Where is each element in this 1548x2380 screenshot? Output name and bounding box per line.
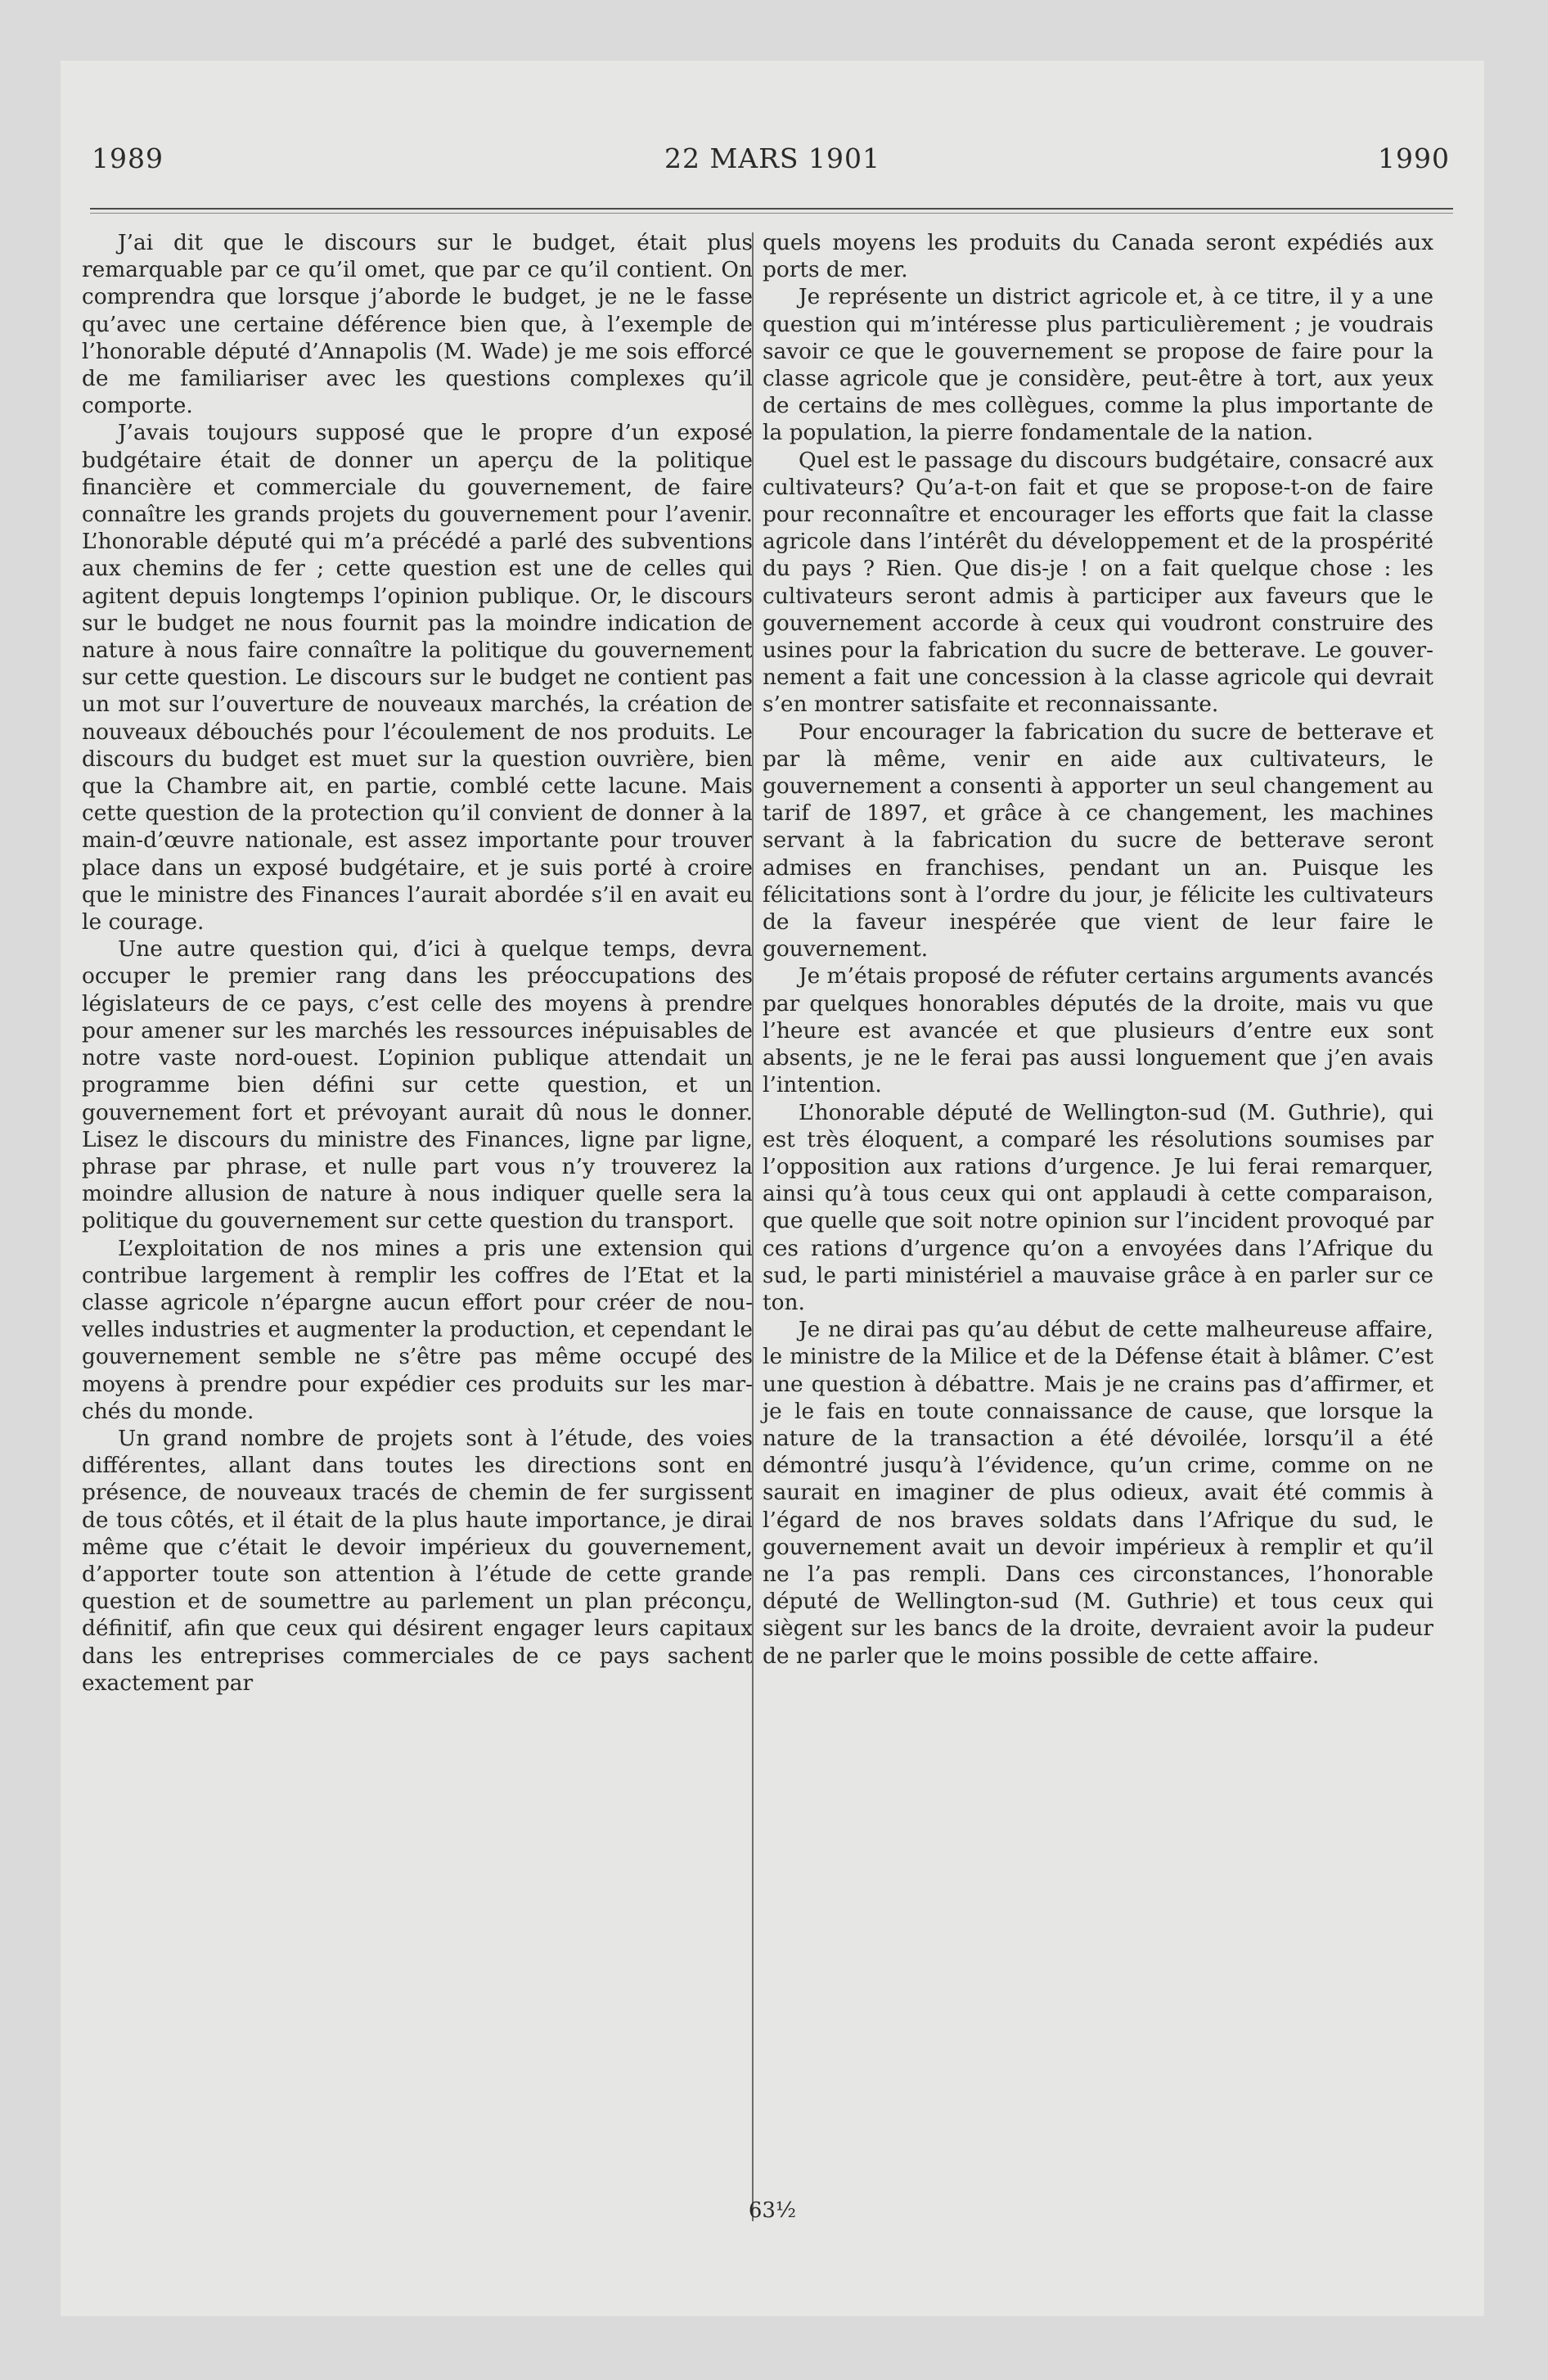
paragraph: Pour encourager la fabrication du sucre de betterave et par là même, venir en aide aux cultivateurs, le gouvernement a consenti à apporter un seul changement au tarif de 1897, et grâce à ce changement, les machines servant à la fabrication du sucre de betterave seront admises en franchises, pendant un an. Puisque les félicitations sont à l’ordre du jour, je félicite les cultivateurs de la faveur inespérée que vient de leur faire le gouvernement.: [763, 719, 1433, 962]
left-column: [82, 229, 753, 1697]
header-rule-thin: [90, 213, 1453, 214]
paragraph: Un grand nombre de projets sont à l’étude, des voies différentes, allant dans toutes les directions sont en présence, de nouveaux tracés de chemin de fer surgissent de tous côtés, et il était de la plus haute importance, je dirai même que c’était le devoir impérieux du gouvernement, d’apporter toute son attention à l’étude de cette grande question et de soumettre au parlement un plan préconçu, définitif, afin que ceux qui désirent engager leurs capitaux dans les entreprises commerciales de ce pays sachent exactement par: [82, 1425, 753, 1696]
page-date-header: 22 MARS 1901: [664, 142, 881, 174]
paragraph: Je représente un district agricole et, à ce titre, il y a une question qui m’intéresse plus particulièrement ; je voudrais savoir ce que le gouvernement se propose de faire pour la classe agricole que je considère, peut-être à tort, aux yeux de certains de mes collègues, comme la plus importante de la population, la pierre fondamentale de la nation.: [763, 284, 1433, 446]
paragraph: Je ne dirai pas qu’au début de cette malheureuse affaire, le ministre de la Milice et de la Défense était à blâmer. C’est une question à débattre. Mais je ne crains pas d’affirmer, et je le fais en toute connaissance de cause, que lorsque la nature de la transaction a été dévoilée, lorsqu’il a été démontré jusqu’à l’évidence, qu’un crime, comme on ne saurait en imaginer de plus odieux, avait été commis à l’égard de nos braves soldats dans l’Afrique du sud, le gouvernement avait un devoir impérieux à remplir et qu’il ne l’a pas rempli. Dans ces circonstances, l’honorable député de Wellington-sud (M. Guthrie) et tous ceux qui siègent sur les bancs de la droite, devraient avoir la pudeur de ne parler que le moins possible de cette affaire.: [763, 1317, 1433, 1669]
paragraph: J’avais toujours supposé que le propre d’un exposé budgétaire était de donner un aperçu de la politique financière et commerciale du gouvernement, de faire connaître les grands projets du gouvernement pour l’avenir. L’honorable député qui m’a précédé a parlé des subventions aux chemins de fer ; cette question est une de celles qui agitent depuis longtemps l’opinion publique. Or, le discours sur le budget ne nous fournit pas la moindre indication de nature à nous faire connaître la politique du gouvernement sur cette question. Le discours sur le budget ne contient pas un mot sur l’ouverture de nouveaux marchés, la création de nouveaux débouchés pour l’écoulement de nos produits. Le discours du budget est muet sur la question ouvrière, bien que la Chambre ait, en partie, comblé cette lacune. Mais cette question de la protection qu’il convient de donner à la main-d’œuvre nationale, est assez importante pour trouver place dans un exposé budgétaire, et je suis porté à croire que le ministre des Finances l’aurait abordée s’il en avait eu le courage.: [82, 420, 753, 935]
hansard-page: [61, 61, 1484, 2316]
paragraph: Je m’étais proposé de réfuter certains arguments avancés par quelques honorables députés de la droite, mais vu que l’heure est avancée et que plusieurs d’entre eux sont absents, je ne le ferai pas aussi longuement que j’en avais l’intention.: [763, 963, 1433, 1098]
paragraph: Une autre question qui, d’ici à quelque temps, devra occuper le premier rang dans les préoccupations des législateurs de ce pays, c’est celle des moyens à prendre pour amener sur les marchés les ressources inépuisables de notre vaste nord-ouest. L’opinion publique attendait un programme bien défini sur cette question, et un gouvernement fort et prévoyant aurait dû nous le donner. Lisez le discours du ministre des Finances, ligne par ligne, phrase par phrase, et nulle part vous n’y trouverez la moindre allusion de nature à nous indiquer quelle sera la politique du gouvernement sur cette question du transport.: [82, 936, 753, 1234]
right-column: [763, 229, 1433, 1670]
signature-mark: 63½: [748, 2198, 797, 2223]
paragraph: L’exploitation de nos mines a pris une extension qui contribue largement à remplir les coffres de l’Etat et la classe agricole n’épargne aucun effort pour créer de nouvelles industries et augmenter la production, et cependant le gouvernement semble ne s’être pas même occupé des moyens à prendre pour expédier ces produits sur les marchés du monde.: [82, 1235, 753, 1424]
page-number-left: 1989: [92, 142, 164, 174]
page-number-right: 1990: [1378, 142, 1450, 174]
paragraph: J’ai dit que le discours sur le budget, était plus remarquable par ce qu’il omet, que par ce qu’il contient. On comprendra que lorsque j’aborde le budget, je ne le fasse qu’avec une certaine déférence bien que, à l’exemple de l’honorable député d’Annapolis (M. Wade) je me sois efforcé de me familiariser avec les questions complexes qu’il comporte.: [82, 230, 753, 419]
paragraph-continued: quels moyens les produits du Canada seront expédiés aux ports de mer.: [763, 230, 1433, 283]
paragraph: Quel est le passage du discours budgétaire, consacré aux cultivateurs? Qu’a-t-on fait et que se propose-t-on de faire pour reconnaître et encourager les efforts que fait la classe agricole dans l’intérêt du développement et de la prospérité du pays ? Rien. Que dis-je ! on a fait quelque chose : les cultivateurs seront admis à participer aux faveurs que le gouvernement accorde à ceux qui voudront construire des usines pour la fabrication du sucre de betterave. Le gouvernement a fait une concession à la classe agricole qui devrait s’en montrer satisfaite et reconnaissante.: [763, 447, 1433, 718]
column-divider: [752, 232, 754, 2221]
header-rule: [90, 208, 1453, 210]
paragraph: L’honorable député de Wellington-sud (M. Guthrie), qui est très éloquent, a comparé les résolutions soumises par l’opposition aux rations d’urgence. Je lui ferai remarquer, ainsi qu’à tous ceux qui ont applaudi à cette comparaison, que quelle que soit notre opinion sur l’incident provoqué par ces rations d’urgence qu’on a envoyées dans l’Afrique du sud, le parti ministériel a mauvaise grâce à en parler sur ce ton.: [763, 1099, 1433, 1315]
